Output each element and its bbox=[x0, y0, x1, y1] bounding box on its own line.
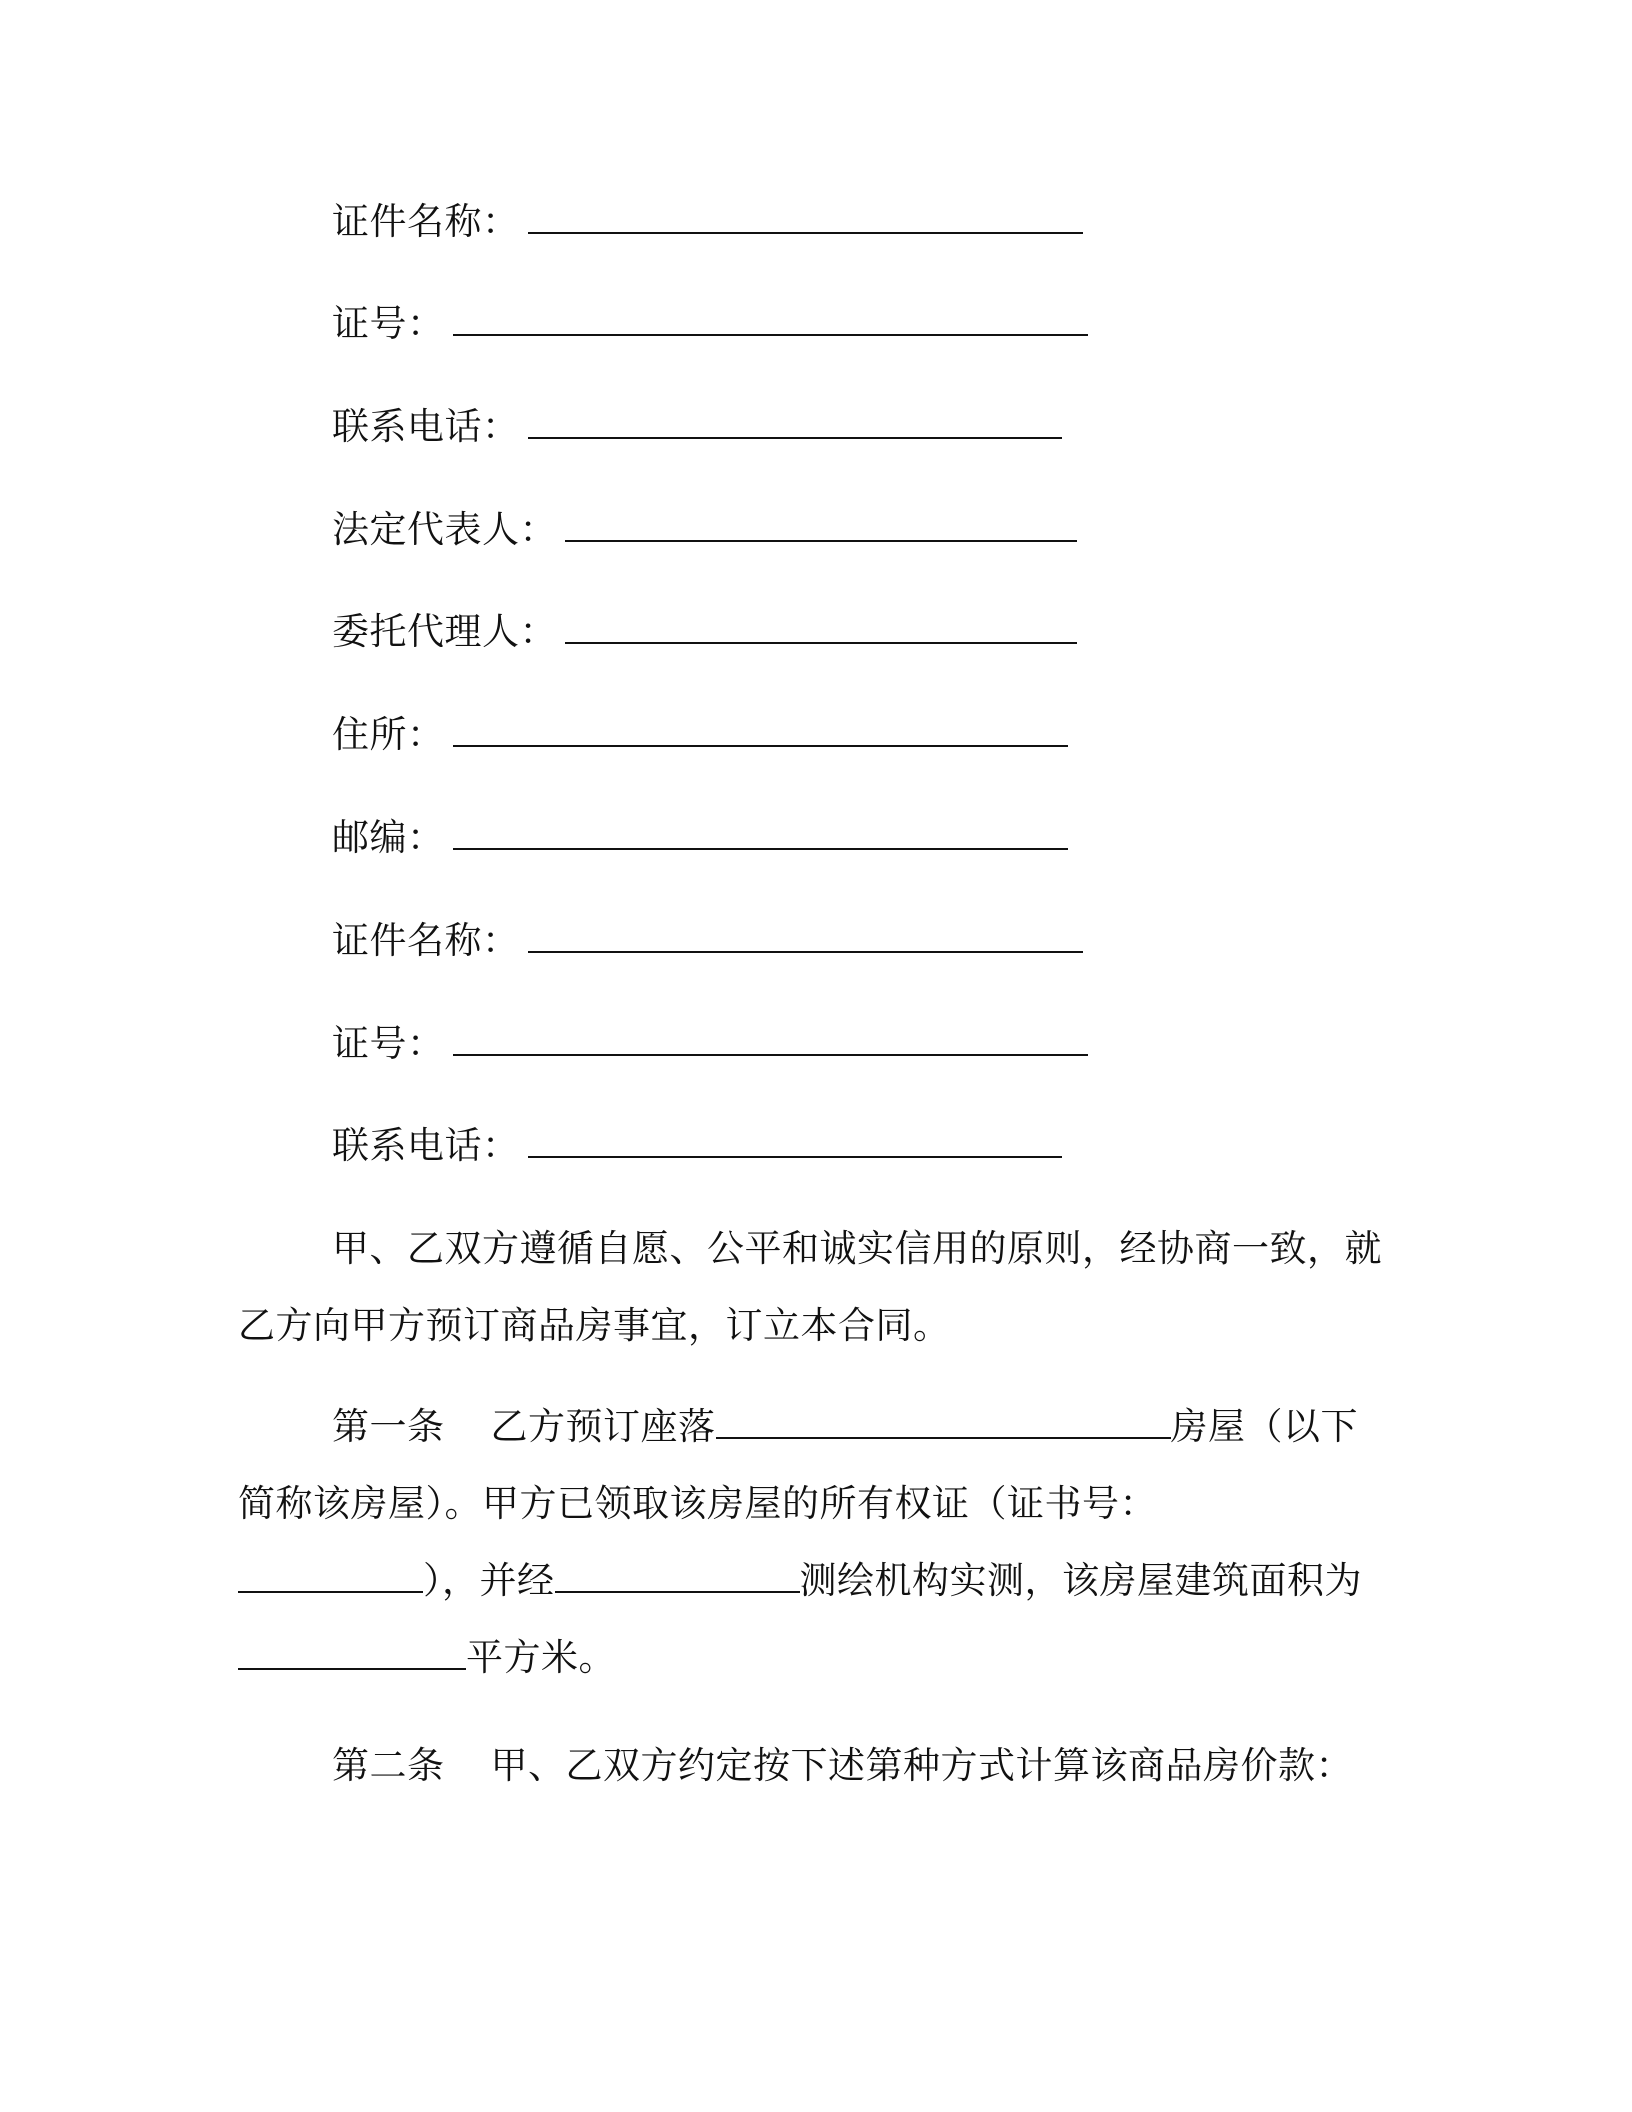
article-1-text-e: 平方米。 bbox=[466, 1636, 616, 1679]
blank-line bbox=[453, 715, 1068, 747]
article-1-text-a: 乙方预订座落 bbox=[490, 1405, 716, 1448]
blank-line bbox=[528, 921, 1083, 953]
article-1-line-1 bbox=[332, 1403, 1358, 1451]
field-label: 联系电话： bbox=[332, 1124, 520, 1167]
field-certificate-number bbox=[332, 300, 1088, 348]
field-postcode bbox=[332, 814, 1068, 862]
field-label: 住所： bbox=[332, 713, 445, 756]
article-2-line-1 bbox=[332, 1742, 1353, 1790]
article-1-text-c: ），并经 bbox=[423, 1559, 555, 1602]
field-authorized-agent bbox=[332, 608, 1077, 656]
blank-line bbox=[453, 1024, 1088, 1056]
blank-line bbox=[528, 202, 1083, 234]
article-1-text-d: 测绘机构实测，该房屋建筑面积为 bbox=[799, 1559, 1362, 1602]
article-1-label: 第一条 bbox=[332, 1405, 445, 1448]
field-phone bbox=[332, 403, 1062, 451]
article-1-line-2: 简称该房屋）。甲方已领取该房屋的所有权证（证书号： bbox=[238, 1482, 1157, 1525]
field-label: 证号： bbox=[332, 302, 445, 345]
field-label: 法定代表人： bbox=[332, 508, 557, 551]
blank-line bbox=[565, 612, 1077, 644]
field-label: 邮编： bbox=[332, 816, 445, 859]
field-label: 证号： bbox=[332, 1022, 445, 1065]
field-certificate-name bbox=[332, 198, 1083, 246]
field-label: 联系电话： bbox=[332, 405, 520, 448]
blank-line bbox=[528, 1126, 1062, 1158]
blank-line bbox=[565, 510, 1077, 542]
blank-line bbox=[238, 1561, 423, 1593]
field-phone bbox=[332, 1122, 1062, 1170]
intro-line-1: 甲、乙双方遵循自愿、公平和诚实信用的原则，经协商一致，就 bbox=[332, 1227, 1382, 1270]
field-label: 证件名称： bbox=[332, 919, 520, 962]
field-label: 证件名称： bbox=[332, 200, 520, 243]
blank-line bbox=[528, 407, 1062, 439]
article-1-line-3 bbox=[238, 1557, 1362, 1605]
blank-line bbox=[555, 1561, 800, 1593]
blank-line bbox=[238, 1638, 466, 1670]
field-address bbox=[332, 711, 1068, 759]
article-1-text-b: 房屋（以下 bbox=[1170, 1405, 1358, 1448]
intro-line-2: 乙方向甲方预订商品房事宜，订立本合同。 bbox=[238, 1304, 951, 1347]
field-legal-representative bbox=[332, 506, 1077, 554]
article-2-text: 甲、乙双方约定按下述第种方式计算该商品房价款： bbox=[490, 1744, 1353, 1787]
article-2-label: 第二条 bbox=[332, 1744, 445, 1787]
article-1-line-4 bbox=[238, 1634, 616, 1682]
blank-line bbox=[716, 1407, 1171, 1439]
field-certificate-name bbox=[332, 917, 1083, 965]
blank-line bbox=[453, 818, 1068, 850]
field-label: 委托代理人： bbox=[332, 610, 557, 653]
blank-line bbox=[453, 304, 1088, 336]
field-certificate-number bbox=[332, 1020, 1088, 1068]
